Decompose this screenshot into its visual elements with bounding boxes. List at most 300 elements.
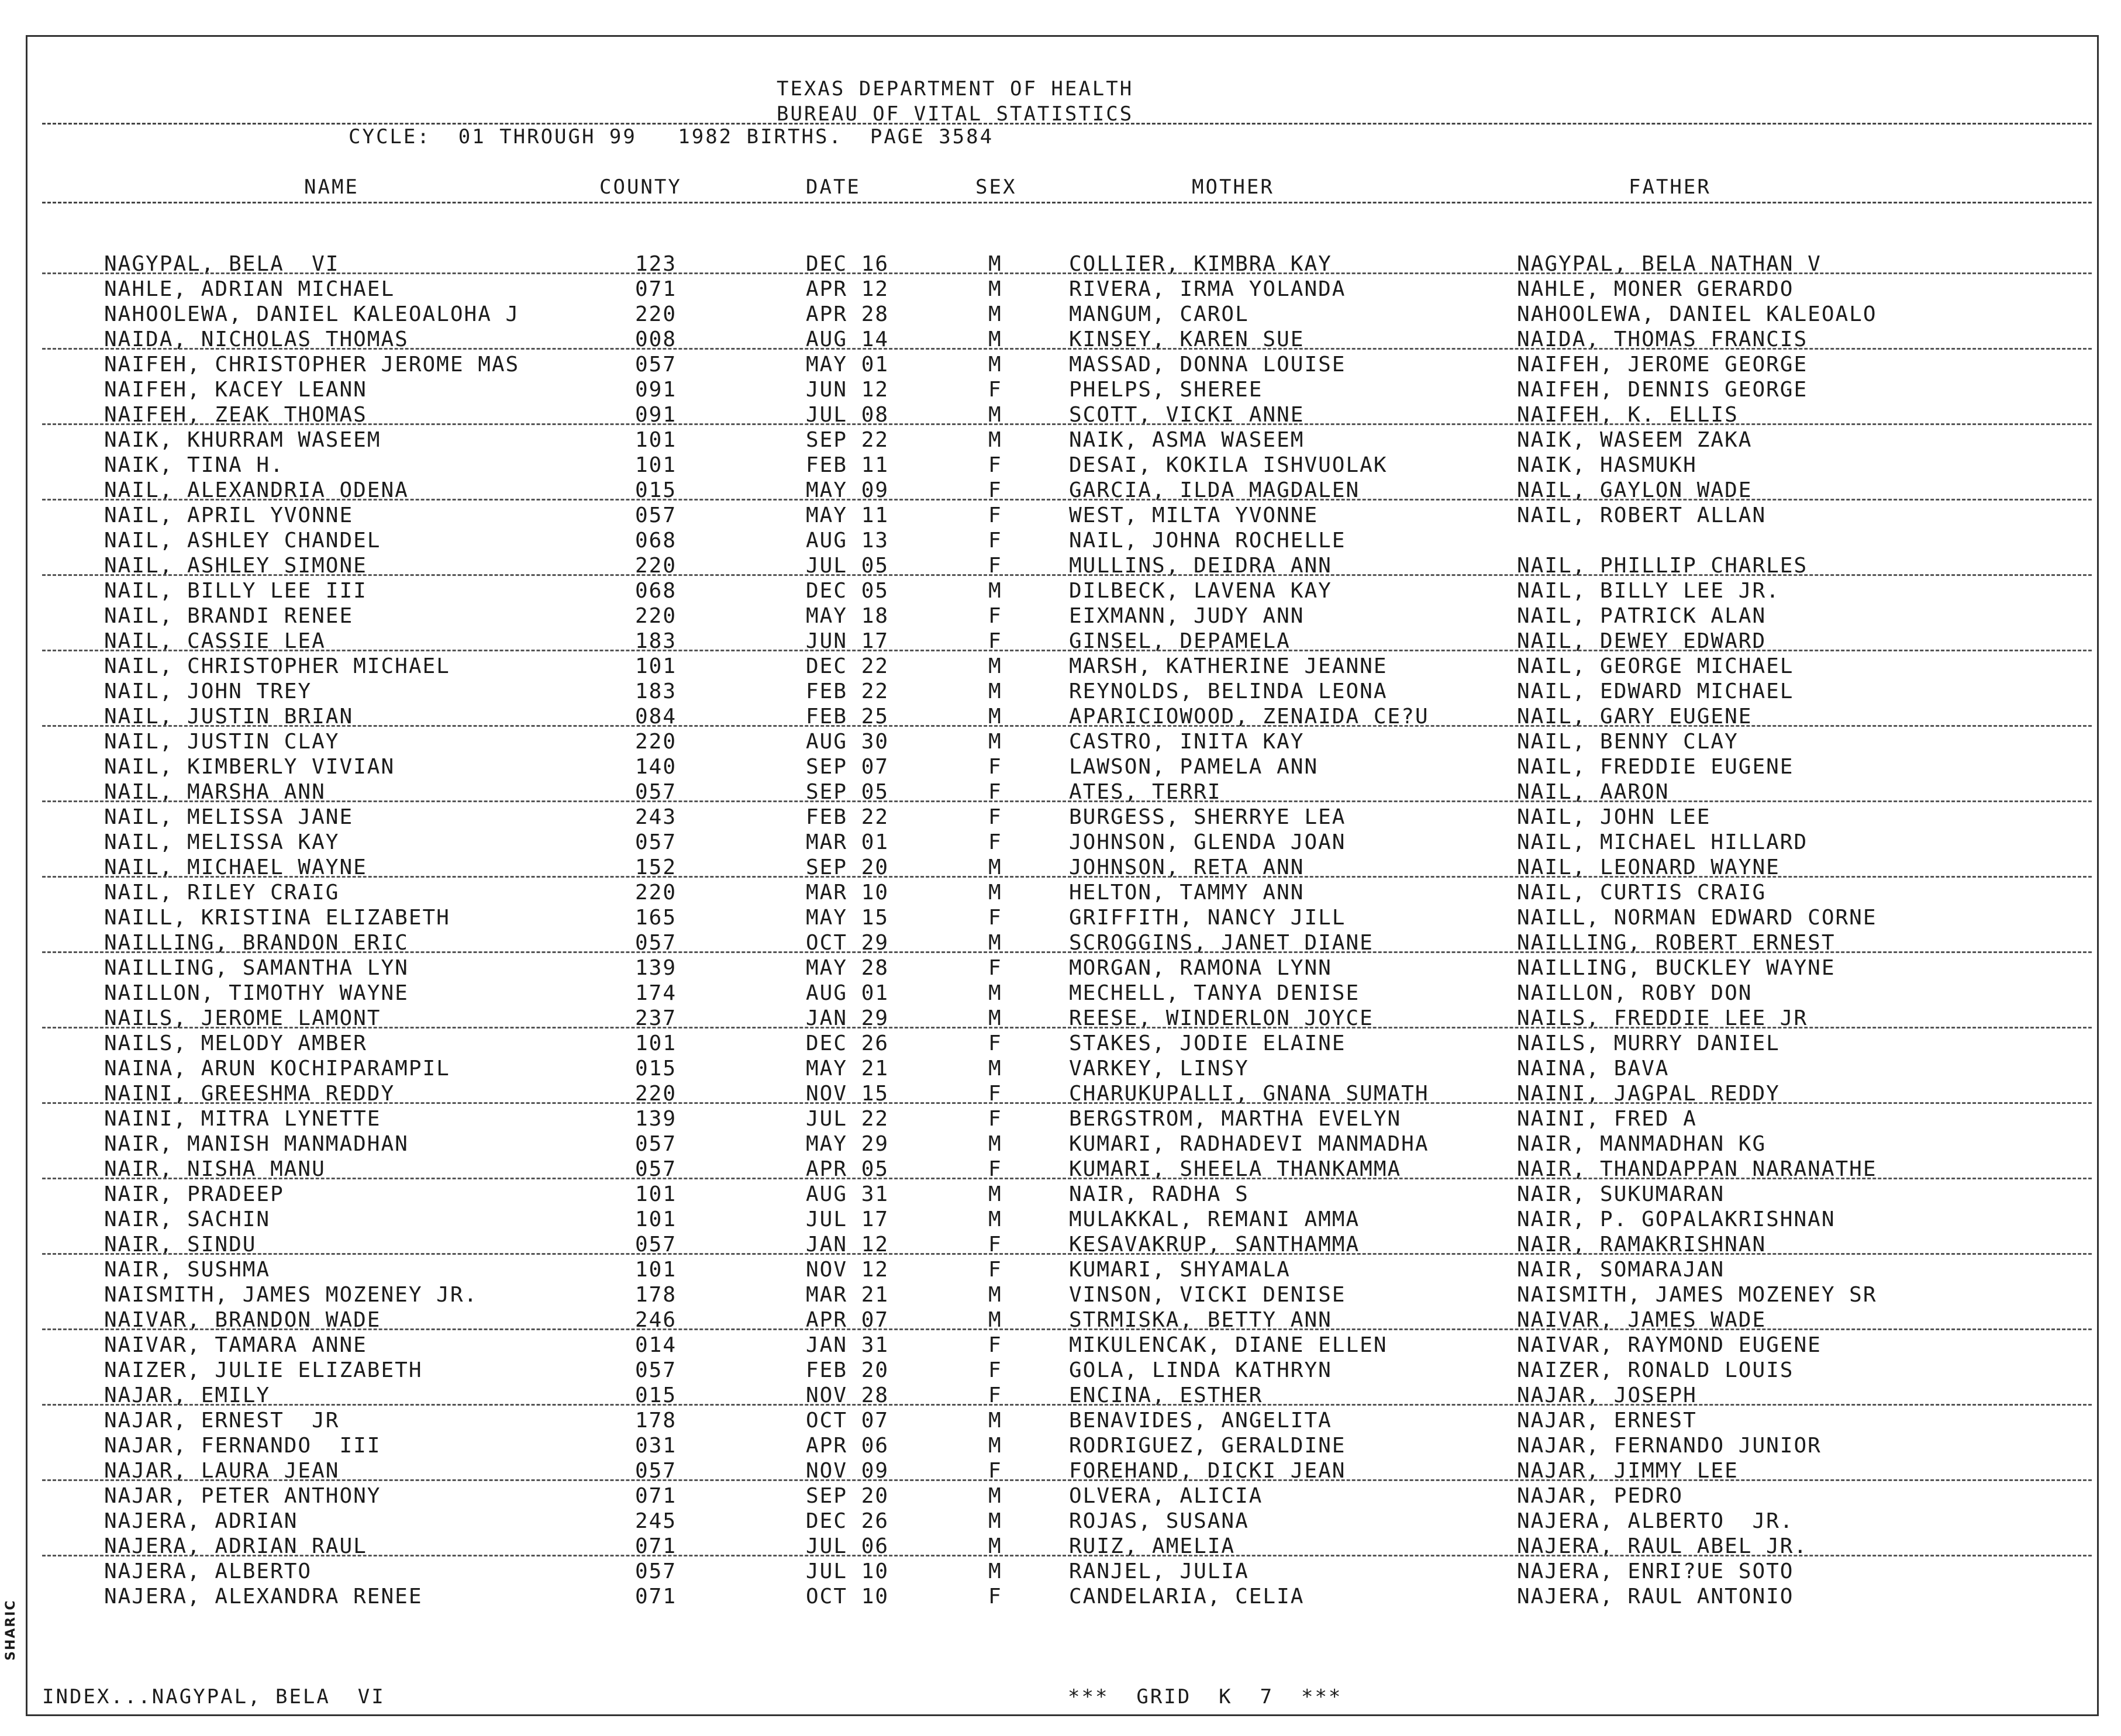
record-county: 057: [635, 780, 677, 804]
record-name: NAIL, APRIL YVONNE: [104, 503, 354, 527]
record-county: 246: [635, 1308, 677, 1332]
record-mother: SCROGGINS, JANET DIANE: [1069, 931, 1374, 955]
record-county: 101: [635, 1207, 677, 1231]
record-father: NAIR, MANMADHAN KG: [1517, 1132, 1767, 1156]
column-header-father: FATHER: [1629, 175, 1711, 199]
record-father: NAIL, GARY EUGENE: [1517, 705, 1753, 729]
record-sex: F: [988, 1333, 1002, 1357]
record-name: NAIL, JUSTIN BRIAN: [104, 705, 354, 729]
record-mother: CANDELARIA, CELIA: [1069, 1585, 1305, 1609]
record-date: APR 06: [806, 1434, 889, 1458]
record-sex: F: [988, 604, 1002, 628]
record-county: 101: [635, 453, 677, 477]
record-name: NAIL, MICHAEL WAYNE: [104, 855, 367, 879]
record-father: NAIL, CURTIS CRAIG: [1517, 881, 1767, 905]
record-name: NAINI, MITRA LYNETTE: [104, 1107, 381, 1131]
record-date: MAR 10: [806, 881, 889, 905]
record-sex: F: [988, 1233, 1002, 1257]
record-date: JAN 31: [806, 1333, 889, 1357]
row-divider: [42, 725, 2092, 727]
record-date: FEB 20: [806, 1358, 889, 1382]
record-row: [0, 830, 2121, 855]
record-row: [0, 352, 2121, 377]
record-father: NAJAR, ERNEST: [1517, 1409, 1697, 1433]
record-name: NAIR, SACHIN: [104, 1207, 271, 1231]
record-date: FEB 22: [806, 679, 889, 703]
record-name: NAHOOLEWA, DANIEL KALEOALOHA J: [104, 302, 520, 326]
side-label: SHARIC: [4, 1599, 18, 1661]
record-sex: M: [988, 1283, 1002, 1307]
record-mother: MIKULENCAK, DIANE ELLEN: [1069, 1333, 1388, 1357]
record-county: 068: [635, 579, 677, 603]
record-date: MAY 28: [806, 956, 889, 980]
record-county: 178: [635, 1409, 677, 1433]
record-name: NAIR, NISHA MANU: [104, 1157, 326, 1181]
record-father: NAJAR, PEDRO: [1517, 1484, 1684, 1508]
record-sex: F: [988, 1031, 1002, 1055]
record-father: NAIDA, THOMAS FRANCIS: [1517, 327, 1808, 351]
record-county: 071: [635, 277, 677, 301]
record-row: [0, 1131, 2121, 1157]
record-father: NAIL, DEWEY EDWARD: [1517, 629, 1767, 653]
record-father: NAIVAR, JAMES WADE: [1517, 1308, 1767, 1332]
record-sex: M: [988, 1006, 1002, 1030]
record-father: NAILLON, ROBY DON: [1517, 981, 1753, 1005]
record-date: DEC 05: [806, 579, 889, 603]
column-header-divider: [42, 202, 2092, 203]
record-sex: M: [988, 679, 1002, 703]
record-date: NOV 12: [806, 1258, 889, 1282]
row-divider: [42, 1102, 2092, 1104]
record-father: NAIFEH, DENNIS GEORGE: [1517, 378, 1808, 402]
record-sex: M: [988, 277, 1002, 301]
record-name: NAJERA, ADRIAN RAUL: [104, 1534, 367, 1558]
record-father: NAJAR, FERNANDO JUNIOR: [1517, 1434, 1822, 1458]
record-row: [0, 277, 2121, 302]
record-row: [0, 1207, 2121, 1232]
record-date: JUN 12: [806, 378, 889, 402]
record-father: NAJERA, ALBERTO JR.: [1517, 1509, 1794, 1533]
record-sex: F: [988, 1258, 1002, 1282]
record-name: NAIL, JOHN TREY: [104, 679, 312, 703]
record-county: 015: [635, 1057, 677, 1081]
record-mother: NAIK, ASMA WASEEM: [1069, 428, 1305, 452]
record-date: MAR 01: [806, 830, 889, 854]
record-county: 101: [635, 1031, 677, 1055]
record-father: NAIVAR, RAYMOND EUGENE: [1517, 1333, 1822, 1357]
record-name: NAIR, SUSHMA: [104, 1258, 271, 1282]
record-father: NAIFEH, JEROME GEORGE: [1517, 353, 1808, 377]
cycle-line: CYCLE: 01 THROUGH 99 1982 BIRTHS. PAGE 3584: [349, 125, 994, 149]
index-label: INDEX...NAGYPAL, BELA VI: [42, 1685, 385, 1709]
record-date: AUG 30: [806, 730, 889, 754]
record-name: NAIFEH, KACEY LEANN: [104, 378, 367, 402]
column-header-mother: MOTHER: [1192, 175, 1274, 199]
record-mother: MECHELL, TANYA DENISE: [1069, 981, 1360, 1005]
column-header-name: NAME: [304, 175, 359, 199]
record-father: NAILLING, BUCKLEY WAYNE: [1517, 956, 1836, 980]
record-date: DEC 22: [806, 654, 889, 678]
record-date: DEC 26: [806, 1509, 889, 1533]
record-row: [0, 1282, 2121, 1307]
record-sex: M: [988, 931, 1002, 955]
record-mother: GARCIA, ILDA MAGDALEN: [1069, 478, 1360, 502]
record-mother: NAIR, RADHA S: [1069, 1182, 1249, 1206]
row-divider: [42, 1027, 2092, 1029]
column-header-date: DATE: [806, 175, 861, 199]
record-date: MAY 01: [806, 353, 889, 377]
record-mother: CHARUKUPALLI, GNANA SUMATH: [1069, 1082, 1429, 1106]
record-sex: F: [988, 1459, 1002, 1483]
record-mother: REYNOLDS, BELINDA LEONA: [1069, 679, 1388, 703]
row-divider: [42, 1404, 2092, 1406]
record-county: 091: [635, 403, 677, 427]
record-sex: F: [988, 906, 1002, 930]
record-father: NAJERA, RAUL ANTONIO: [1517, 1585, 1794, 1609]
record-mother: PHELPS, SHEREE: [1069, 378, 1263, 402]
record-name: NAINA, ARUN KOCHIPARAMPIL: [104, 1057, 450, 1081]
record-county: 183: [635, 679, 677, 703]
record-name: NAILS, MELODY AMBER: [104, 1031, 367, 1055]
record-date: FEB 11: [806, 453, 889, 477]
record-sex: M: [988, 981, 1002, 1005]
record-row: [0, 1584, 2121, 1609]
record-row: [0, 377, 2121, 402]
record-father: NAIL, BENNY CLAY: [1517, 730, 1739, 754]
record-county: 014: [635, 1333, 677, 1357]
record-name: NAISMITH, JAMES MOZENEY JR.: [104, 1283, 478, 1307]
record-name: NAIL, BILLY LEE III: [104, 579, 367, 603]
record-date: JUN 17: [806, 629, 889, 653]
record-father: NAINI, FRED A: [1517, 1107, 1697, 1131]
record-name: NAIZER, JULIE ELIZABETH: [104, 1358, 423, 1382]
record-county: 071: [635, 1585, 677, 1609]
record-sex: M: [988, 353, 1002, 377]
record-date: SEP 20: [806, 1484, 889, 1508]
record-mother: STRMISKA, BETTY ANN: [1069, 1308, 1332, 1332]
record-name: NAIFEH, ZEAK THOMAS: [104, 403, 367, 427]
record-county: 068: [635, 529, 677, 553]
record-date: FEB 25: [806, 705, 889, 729]
record-mother: COLLIER, KIMBRA KAY: [1069, 252, 1332, 276]
record-name: NAINI, GREESHMA REDDY: [104, 1082, 395, 1106]
record-name: NAIL, RILEY CRAIG: [104, 881, 340, 905]
record-mother: DESAI, KOKILA ISHVUOLAK: [1069, 453, 1388, 477]
record-row: [0, 1483, 2121, 1509]
record-county: 031: [635, 1434, 677, 1458]
record-county: 220: [635, 1082, 677, 1106]
record-name: NAIK, TINA H.: [104, 453, 284, 477]
record-sex: F: [988, 1383, 1002, 1407]
record-mother: RANJEL, JULIA: [1069, 1559, 1249, 1583]
record-row: [0, 1031, 2121, 1056]
record-father: NAILS, FREDDIE LEE JR: [1517, 1006, 1808, 1030]
record-row: [0, 905, 2121, 930]
record-sex: F: [988, 1082, 1002, 1106]
record-date: DEC 26: [806, 1031, 889, 1055]
record-date: JUL 10: [806, 1559, 889, 1583]
record-mother: LAWSON, PAMELA ANN: [1069, 755, 1319, 779]
record-mother: CASTRO, INITA KAY: [1069, 730, 1305, 754]
record-father: NAIZER, RONALD LOUIS: [1517, 1358, 1794, 1382]
record-name: NAJAR, FERNANDO III: [104, 1434, 381, 1458]
record-mother: KESAVAKRUP, SANTHAMMA: [1069, 1233, 1360, 1257]
row-divider: [42, 272, 2092, 274]
record-father: NAILLING, ROBERT ERNEST: [1517, 931, 1836, 955]
row-divider: [42, 1555, 2092, 1556]
row-divider: [42, 1253, 2092, 1255]
bureau-title: BUREAU OF VITAL STATISTICS: [777, 102, 1134, 126]
record-sex: F: [988, 554, 1002, 578]
record-sex: M: [988, 881, 1002, 905]
record-father: NAIL, FREDDIE EUGENE: [1517, 755, 1794, 779]
record-name: NAJAR, ERNEST JR: [104, 1409, 340, 1433]
record-sex: M: [988, 1409, 1002, 1433]
record-name: NAIL, JUSTIN CLAY: [104, 730, 340, 754]
record-mother: BENAVIDES, ANGELITA: [1069, 1409, 1332, 1433]
record-name: NAJAR, PETER ANTHONY: [104, 1484, 381, 1508]
header-divider: [42, 123, 2092, 125]
record-date: JUL 08: [806, 403, 889, 427]
record-name: NAIDA, NICHOLAS THOMAS: [104, 327, 409, 351]
record-date: MAY 29: [806, 1132, 889, 1156]
row-divider: [42, 1178, 2092, 1179]
record-father: NAIR, P. GOPALAKRISHNAN: [1517, 1207, 1836, 1231]
row-divider: [42, 800, 2092, 802]
record-date: AUG 14: [806, 327, 889, 351]
record-sex: F: [988, 478, 1002, 502]
record-sex: F: [988, 1157, 1002, 1181]
record-sex: F: [988, 755, 1002, 779]
record-county: 057: [635, 353, 677, 377]
record-father: NAHLE, MONER GERARDO: [1517, 277, 1794, 301]
record-name: NAILLING, SAMANTHA LYN: [104, 956, 409, 980]
record-father: NAIFEH, K. ELLIS: [1517, 403, 1739, 427]
record-county: 071: [635, 1484, 677, 1508]
row-divider: [42, 1328, 2092, 1330]
record-county: 057: [635, 1459, 677, 1483]
record-date: AUG 13: [806, 529, 889, 553]
record-sex: M: [988, 1207, 1002, 1231]
record-county: 220: [635, 730, 677, 754]
record-sex: F: [988, 503, 1002, 527]
record-county: 057: [635, 1233, 677, 1257]
record-father: NAILS, MURRY DANIEL: [1517, 1031, 1780, 1055]
record-county: 220: [635, 302, 677, 326]
record-name: NAIL, CASSIE LEA: [104, 629, 326, 653]
record-date: APR 28: [806, 302, 889, 326]
record-father: NAIL, PHILLIP CHARLES: [1517, 554, 1808, 578]
record-mother: ATES, TERRI: [1069, 780, 1222, 804]
record-county: 139: [635, 956, 677, 980]
record-row: [0, 1182, 2121, 1207]
record-row: [0, 754, 2121, 779]
record-date: JAN 29: [806, 1006, 889, 1030]
record-date: APR 12: [806, 277, 889, 301]
record-date: SEP 05: [806, 780, 889, 804]
grid-label: *** GRID K 7 ***: [1068, 1685, 1343, 1709]
record-sex: M: [988, 1559, 1002, 1583]
record-sex: M: [988, 327, 1002, 351]
record-sex: M: [988, 654, 1002, 678]
record-name: NAIVAR, BRANDON WADE: [104, 1308, 381, 1332]
record-mother: RUIZ, AMELIA: [1069, 1534, 1236, 1558]
record-row: [0, 503, 2121, 528]
record-sex: F: [988, 378, 1002, 402]
record-county: 123: [635, 252, 677, 276]
record-mother: MULAKKAL, REMANI AMMA: [1069, 1207, 1360, 1231]
record-name: NAJERA, ALBERTO: [104, 1559, 312, 1583]
record-name: NAJAR, LAURA JEAN: [104, 1459, 340, 1483]
record-father: NAIL, AARON: [1517, 780, 1670, 804]
record-date: MAY 15: [806, 906, 889, 930]
record-date: SEP 07: [806, 755, 889, 779]
record-date: FEB 22: [806, 805, 889, 829]
record-father: NAINA, BAVA: [1517, 1057, 1670, 1081]
record-mother: GOLA, LINDA KATHRYN: [1069, 1358, 1332, 1382]
record-father: NAILL, NORMAN EDWARD CORNE: [1517, 906, 1877, 930]
record-county: 101: [635, 654, 677, 678]
record-mother: BERGSTROM, MARTHA EVELYN: [1069, 1107, 1402, 1131]
record-mother: KUMARI, SHEELA THANKAMMA: [1069, 1157, 1402, 1181]
record-county: 237: [635, 1006, 677, 1030]
record-row: [0, 578, 2121, 603]
record-name: NAIL, MELISSA JANE: [104, 805, 354, 829]
record-county: 178: [635, 1283, 677, 1307]
record-sex: M: [988, 428, 1002, 452]
record-county: 101: [635, 1182, 677, 1206]
record-county: 152: [635, 855, 677, 879]
record-name: NAIL, BRANDI RENEE: [104, 604, 354, 628]
record-name: NAILLING, BRANDON ERIC: [104, 931, 409, 955]
record-mother: JOHNSON, RETA ANN: [1069, 855, 1305, 879]
record-mother: OLVERA, ALICIA: [1069, 1484, 1263, 1508]
record-sex: F: [988, 956, 1002, 980]
record-name: NAIK, KHURRAM WASEEM: [104, 428, 381, 452]
record-county: 139: [635, 1107, 677, 1131]
record-sex: M: [988, 855, 1002, 879]
record-mother: RODRIGUEZ, GERALDINE: [1069, 1434, 1346, 1458]
column-header-county: COUNTY: [599, 175, 682, 199]
record-county: 057: [635, 931, 677, 955]
record-father: NAHOOLEWA, DANIEL KALEOALO: [1517, 302, 1877, 326]
record-mother: STAKES, JODIE ELAINE: [1069, 1031, 1346, 1055]
record-date: AUG 01: [806, 981, 889, 1005]
record-county: 057: [635, 1358, 677, 1382]
record-sex: F: [988, 529, 1002, 553]
record-father: NAJAR, JIMMY LEE: [1517, 1459, 1739, 1483]
record-mother: MASSAD, DONNA LOUISE: [1069, 353, 1346, 377]
record-name: NAJAR, EMILY: [104, 1383, 271, 1407]
record-county: 091: [635, 378, 677, 402]
record-date: MAY 21: [806, 1057, 889, 1081]
record-mother: VINSON, VICKI DENISE: [1069, 1283, 1346, 1307]
record-row: [0, 729, 2121, 754]
record-date: MAY 18: [806, 604, 889, 628]
record-mother: KINSEY, KAREN SUE: [1069, 327, 1305, 351]
record-date: OCT 07: [806, 1409, 889, 1433]
record-row: [0, 981, 2121, 1006]
record-sex: F: [988, 830, 1002, 854]
record-date: OCT 10: [806, 1585, 889, 1609]
record-county: 101: [635, 428, 677, 452]
record-father: NAIL, EDWARD MICHAEL: [1517, 679, 1794, 703]
record-mother: NAIL, JOHNA ROCHELLE: [1069, 529, 1346, 553]
record-mother: WEST, MILTA YVONNE: [1069, 503, 1319, 527]
record-county: 183: [635, 629, 677, 653]
record-sex: M: [988, 1534, 1002, 1558]
record-row: [0, 880, 2121, 905]
record-county: 071: [635, 1534, 677, 1558]
record-date: APR 07: [806, 1308, 889, 1332]
record-county: 140: [635, 755, 677, 779]
record-sex: F: [988, 780, 1002, 804]
record-sex: M: [988, 1484, 1002, 1508]
record-date: SEP 22: [806, 428, 889, 452]
record-county: 220: [635, 554, 677, 578]
record-county: 057: [635, 1157, 677, 1181]
record-row: [0, 1433, 2121, 1458]
record-mother: BURGESS, SHERRYE LEA: [1069, 805, 1346, 829]
record-mother: MULLINS, DEIDRA ANN: [1069, 554, 1332, 578]
record-county: 015: [635, 478, 677, 502]
record-name: NAIFEH, CHRISTOPHER JEROME MAS: [104, 353, 520, 377]
record-row: [0, 654, 2121, 679]
record-name: NAIL, ALEXANDRIA ODENA: [104, 478, 409, 502]
record-sex: M: [988, 1057, 1002, 1081]
record-date: NOV 28: [806, 1383, 889, 1407]
record-sex: M: [988, 302, 1002, 326]
record-name: NAIR, SINDU: [104, 1233, 257, 1257]
record-sex: F: [988, 1585, 1002, 1609]
record-sex: F: [988, 805, 1002, 829]
record-mother: DILBECK, LAVENA KAY: [1069, 579, 1332, 603]
record-father: NAIR, THANDAPPAN NARANATHE: [1517, 1157, 1877, 1181]
record-sex: M: [988, 252, 1002, 276]
record-sex: F: [988, 1107, 1002, 1131]
record-mother: MORGAN, RAMONA LYNN: [1069, 956, 1332, 980]
record-sex: F: [988, 453, 1002, 477]
record-date: NOV 15: [806, 1082, 889, 1106]
record-date: JUL 22: [806, 1107, 889, 1131]
record-mother: HELTON, TAMMY ANN: [1069, 881, 1305, 905]
record-name: NAILS, JEROME LAMONT: [104, 1006, 381, 1030]
row-divider: [42, 951, 2092, 953]
record-father: NAIR, SUKUMARAN: [1517, 1182, 1725, 1206]
record-county: 057: [635, 503, 677, 527]
record-mother: ENCINA, ESTHER: [1069, 1383, 1263, 1407]
record-date: JAN 12: [806, 1233, 889, 1257]
record-county: 057: [635, 1132, 677, 1156]
record-father: NAIL, GEORGE MICHAEL: [1517, 654, 1794, 678]
record-father: NAJERA, ENRI?UE SOTO: [1517, 1559, 1794, 1583]
record-father: NAGYPAL, BELA NATHAN V: [1517, 252, 1822, 276]
record-father: NAIL, BILLY LEE JR.: [1517, 579, 1780, 603]
record-sex: F: [988, 1358, 1002, 1382]
record-date: JUL 06: [806, 1534, 889, 1558]
record-name: NAILL, KRISTINA ELIZABETH: [104, 906, 450, 930]
record-row: [0, 805, 2121, 830]
record-name: NAIL, MARSHA ANN: [104, 780, 326, 804]
record-date: OCT 29: [806, 931, 889, 955]
record-mother: REESE, WINDERLON JOYCE: [1069, 1006, 1374, 1030]
record-date: JUL 17: [806, 1207, 889, 1231]
record-county: 015: [635, 1383, 677, 1407]
record-sex: M: [988, 579, 1002, 603]
record-county: 220: [635, 604, 677, 628]
record-row: [0, 1257, 2121, 1282]
record-date: MAY 09: [806, 478, 889, 502]
